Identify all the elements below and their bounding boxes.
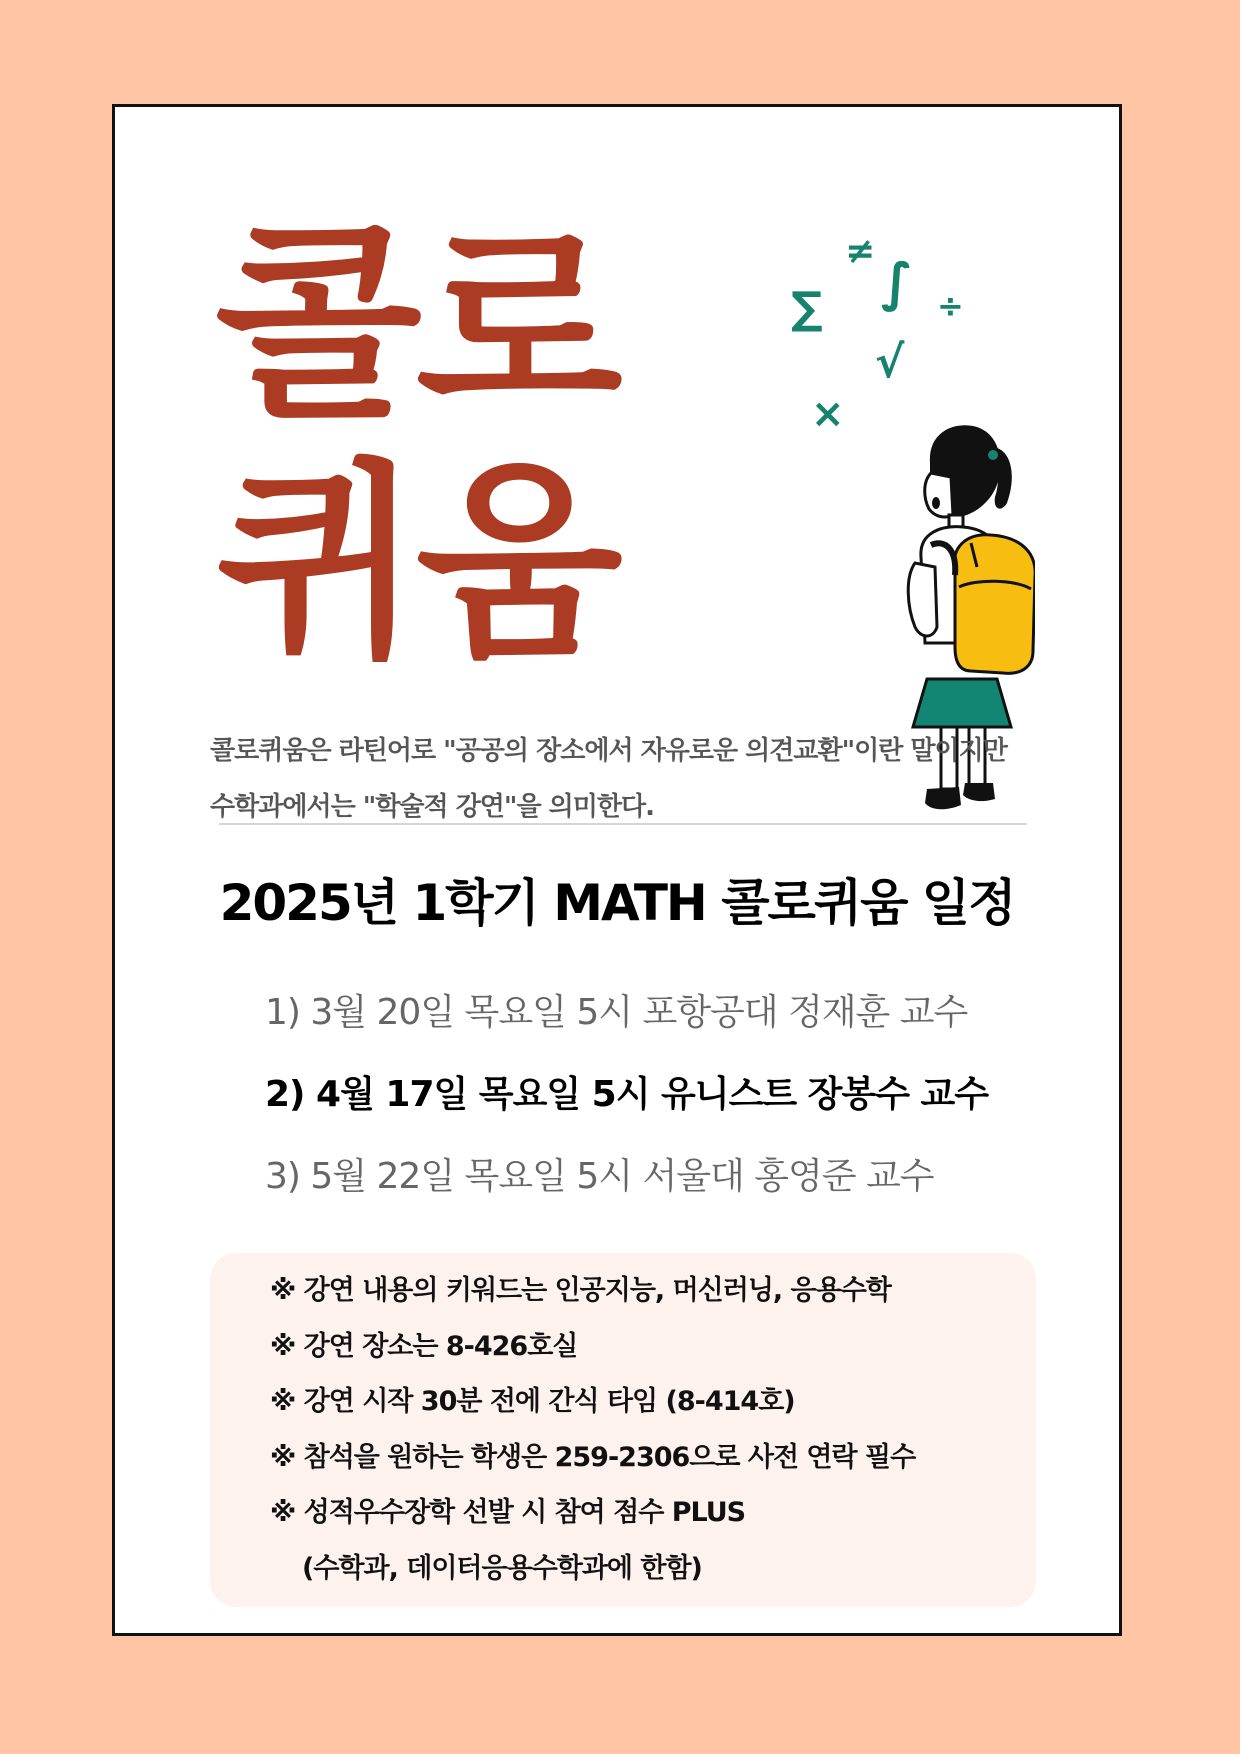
sum-symbol: ∑: [791, 283, 823, 334]
schedule-item-1: 1) 3월 20일 목요일 5시 포항공대 정재훈 교수: [265, 992, 968, 1033]
poster-title: 콜로 퀴움: [215, 203, 617, 686]
description-line-1: 콜로퀴움은 라틴어로 "공공의 장소에서 자유로운 의견교환"이란 말이지만: [210, 736, 1007, 766]
note-contact: ※ 참석을 원하는 학생은 259-2306으로 사전 연락 필수: [270, 1441, 916, 1473]
note-scholarship-scope: (수학과, 데이터응용수학과에 한함): [302, 1552, 702, 1584]
not-equal-symbol: ≠: [845, 231, 876, 272]
note-location: ※ 강연 장소는 8-426호실: [270, 1330, 578, 1362]
poster: [112, 104, 1122, 1636]
note-scholarship: ※ 성적우수장학 선발 시 참여 점수 PLUS: [270, 1497, 746, 1528]
sqrt-symbol: √: [875, 337, 905, 388]
note-snack-time: ※ 강연 시작 30분 전에 간식 타임 (8-414호): [270, 1386, 795, 1417]
notes-box: [210, 1253, 1036, 1607]
schedule-item-2: 2) 4월 17일 목요일 5시 유니스트 장봉수 교수: [265, 1074, 989, 1115]
description-line-2: 수학과에서는 "학술적 강연"을 의미한다.: [210, 792, 654, 822]
integral-symbol: ∫: [881, 253, 913, 313]
times-symbol: ×: [811, 391, 845, 437]
note-keywords: ※ 강연 내용의 키워드는 인공지능, 머신러닝, 응용수학: [270, 1275, 891, 1306]
schedule-list: [265, 977, 1065, 1223]
divide-symbol: ÷: [937, 287, 964, 325]
schedule-title: 2025년 1학기 MATH 콜로퀴움 일정: [219, 874, 1015, 932]
description: [210, 723, 1030, 835]
divider: [219, 823, 1027, 825]
schedule-item-3: 3) 5월 22일 목요일 5시 서울대 홍영준 교수: [265, 1156, 934, 1197]
